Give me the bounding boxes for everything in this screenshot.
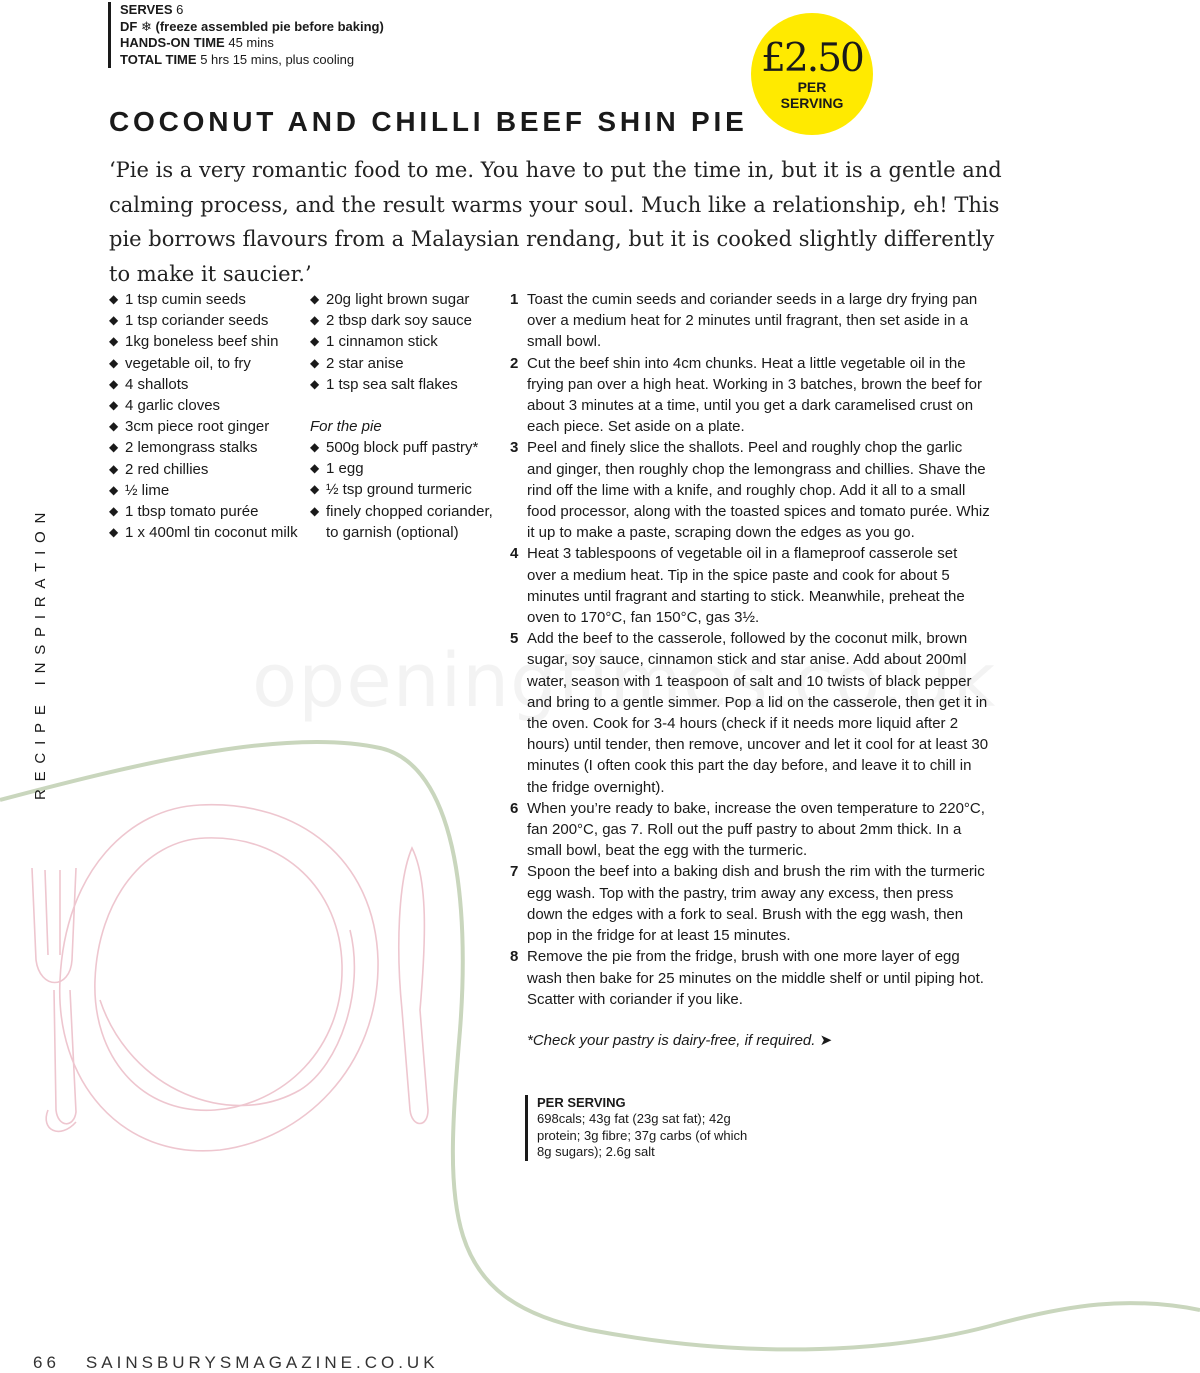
fork-outline — [32, 868, 76, 1131]
knife-outline — [399, 848, 428, 1124]
step-number: 4 — [510, 545, 519, 563]
price-serving-label: SERVING — [780, 95, 844, 111]
price-badge — [751, 13, 873, 135]
method-step — [510, 289, 990, 353]
nutrition-text: 698cals; 43g fat (23g sat fat); 42g protein; 3g fibre; 37g carbs (of which 8g sugars); 2.6g salt — [537, 1111, 748, 1160]
ingredient-item: ◆ vegetable oil, to fry — [109, 353, 299, 374]
ingredient-item: ◆ 4 garlic cloves — [109, 395, 299, 416]
step-text: Toast the cumin seeds and coriander seeds in a large dry frying pan over a medium heat for 2 minutes until fragrant, then set aside in a small bowl. — [527, 291, 978, 351]
recipe-title: COCONUT AND CHILLI BEEF SHIN PIE — [109, 106, 748, 137]
nutrition-box — [525, 1095, 757, 1161]
nutrition-heading: PER SERVING — [537, 1095, 626, 1110]
step-number: 2 — [510, 354, 519, 372]
footer-site: SAINSBURYSMAGAZINE.CO.UK — [85, 1353, 439, 1372]
method-step — [510, 861, 990, 946]
total-time-line: TOTAL TIME 5 hrs 15 mins, plus cooling — [120, 51, 355, 67]
ingredient-item: ◆ 1 tsp cumin seeds — [109, 289, 299, 310]
price-per-label: PER — [797, 79, 827, 95]
serves-line: SERVES 6 — [120, 2, 184, 17]
recipe-meta — [108, 2, 384, 68]
arrow-right-icon: ➤ — [819, 1032, 833, 1049]
ingredient-item: ◆ 2 star anise — [310, 353, 500, 374]
ingredient-item: ◆ ½ lime — [109, 480, 299, 501]
snowflake-icon: ❄ — [140, 18, 152, 34]
recipe-intro: ‘Pie is a very romantic food to me. You have to put the time in, but it is a gentle and calming process, and the result warms your soul. Much like a relationship, eh! This pie borrows flavours from a Malaysian rendang, but it is cooked slightly differently to make it saucier.’ — [109, 158, 1002, 286]
ingredient-item: ◆ 20g light brown sugar — [310, 289, 500, 310]
ingredient-item: ◆ 2 lemongrass stalks — [109, 437, 299, 458]
diet-line: DF ❄ (freeze assembled pie before baking) — [120, 18, 384, 34]
step-text: Peel and finely slice the shallots. Peel and roughly chop the garlic and ginger, then roughly chop the lemongrass and chillies. Shave the rind off the lime with a knife, and roughly chop. Add it all to a small food processor, along with the toasted spices and tomato purée. Whiz it up to make a paste, scraping down the edges as you go. — [527, 439, 990, 542]
ingredient-item: ◆ 1 tbsp tomato purée — [109, 501, 299, 522]
method-step — [510, 628, 990, 798]
ingredients-list-pie — [310, 437, 500, 543]
ingredients-list-secondary — [310, 289, 500, 395]
ingredient-item: ◆ ½ tsp ground turmeric — [310, 479, 500, 500]
ingredient-item: ◆ 3cm piece root ginger — [109, 416, 299, 437]
ingredients-list-main — [109, 289, 299, 543]
pie-ingredients-heading: For the pie — [310, 418, 382, 435]
ingredient-item: ◆ 2 red chillies — [109, 459, 299, 480]
method-steps — [510, 289, 990, 1010]
step-number: 8 — [510, 948, 519, 966]
method-step — [510, 946, 990, 1010]
plate-outline — [60, 805, 378, 1151]
step-text: When you’re ready to bake, increase the oven temperature to 220°C, fan 200°C, gas 7. Roll out the puff pastry to about 2mm thick. In a small bowl, beat the egg with the turmeric. — [527, 799, 985, 860]
ingredient-item: ◆ 1 cinnamon stick — [310, 331, 500, 352]
step-number: 3 — [510, 439, 519, 457]
step-number: 1 — [510, 291, 519, 308]
method-step — [510, 798, 990, 862]
step-text: Heat 3 tablespoons of vegetable oil in a flameproof casserole set over a medium heat. Tip in the spice paste and cook for about 5 minutes until fragrant and starting to stick. Meanwhile, preheat the oven to 170°C, fan 150°C, gas 3½. — [527, 545, 965, 627]
ingredient-item: ◆ 1 x 400ml tin coconut milk — [109, 522, 299, 543]
step-number: 5 — [510, 630, 519, 648]
method-step — [510, 353, 990, 438]
step-text: Spoon the beef into a baking dish and brush the rim with the turmeric egg wash. Top with the pastry, trim away any excess, then press down the edges with a fork to seal. Brush with the egg wash, then pop in the fridge for at least 15 minutes. — [527, 863, 985, 945]
hands-on-line: HANDS-ON TIME 45 mins — [120, 35, 274, 50]
section-side-label: RECIPE INSPIRATION — [32, 504, 49, 800]
ingredient-item: ◆ 1kg boneless beef shin — [109, 331, 299, 352]
ingredient-item: ◆ 1 egg — [310, 458, 500, 479]
ingredient-item: ◆ 1 tsp sea salt flakes — [310, 374, 500, 395]
step-number: 6 — [510, 799, 519, 817]
step-text: Add the beef to the casserole, followed by the coconut milk, brown sugar, soy sauce, cinnamon stick and star anise. Add about 200ml water, season with 1 teaspoon of salt and 10 twists of black pepper and bring to a gentle simmer. Pop a lid on the casserole, then get it in the oven. Cook for 3-4 hours (check if it needs more liquid after 2 hours) until tender, then remove, uncover and let it cool for at least 30 minutes (I often cook this part the day before, and leave it to chill in the fridge overnight). — [527, 630, 989, 796]
ingredient-item: ◆ finely chopped coriander, to garnish (optional) — [310, 501, 500, 543]
ingredient-item: ◆ 4 shallots — [109, 374, 299, 395]
method-step — [510, 543, 990, 628]
price-amount: £2.50 — [761, 36, 863, 81]
step-text: Cut the beef shin into 4cm chunks. Heat a little vegetable oil in the frying pan over a high heat. Working in 3 batches, brown the beef for about 3 minutes at a time, until you get a dark caramelised crust on each piece. Set aside on a plate. — [527, 354, 982, 436]
step-text: Remove the pie from the fridge, brush with one more layer of egg wash then bake for 25 minutes on the middle shelf or until piping hot. Scatter with coriander if you like. — [527, 948, 984, 1008]
page-footer — [33, 1353, 439, 1373]
method-step — [510, 437, 990, 543]
pastry-footnote: *Check your pastry is dairy-free, if required. ➤ — [527, 1032, 833, 1049]
ingredient-item: ◆ 500g block puff pastry* — [310, 437, 500, 458]
ingredient-item: ◆ 2 tbsp dark soy sauce — [310, 310, 500, 331]
step-number: 7 — [510, 863, 519, 881]
page-number: 66 — [33, 1353, 60, 1372]
ingredient-item: ◆ 1 tsp coriander seeds — [109, 310, 299, 331]
